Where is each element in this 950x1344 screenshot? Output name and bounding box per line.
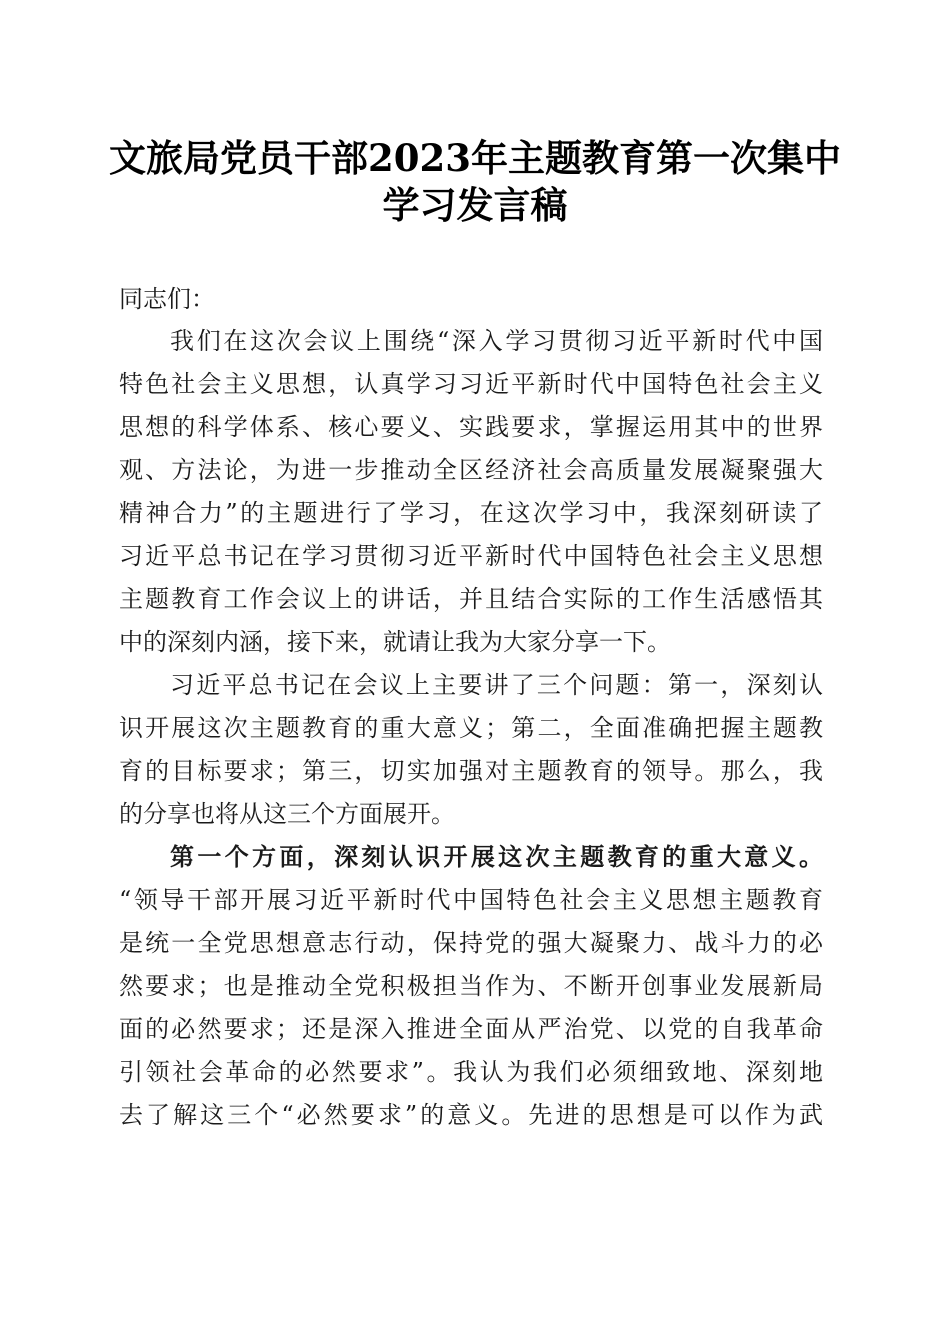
document-title-line-1: 文旅局党员干部2023年主题教育第一次集中 bbox=[109, 136, 841, 180]
paragraph-2-line-2: 识开展这次主题教育的重大意义；第二，全面准确把握主题教 bbox=[119, 714, 823, 742]
paragraph-2-line-4: 的分享也将从这三个方面展开。 bbox=[119, 800, 455, 828]
paragraph-1-line-3: 思想的科学体系、核心要义、实践要求，掌握运用其中的世界 bbox=[119, 413, 823, 441]
paragraph-3-line-5: 面的必然要求；还是深入推进全面从严治党、以党的自我革命 bbox=[119, 1015, 823, 1043]
paragraph-3-line-6: 引领社会革命的必然要求”。我认为我们必须细致地、深刻地 bbox=[119, 1058, 823, 1086]
paragraph-1-line-1: 我们在这次会议上围绕“深入学习贯彻习近平新时代中国 bbox=[170, 327, 823, 355]
paragraph-3-line-2: “领导干部开展习近平新时代中国特色社会主义思想主题教育 bbox=[119, 886, 823, 914]
paragraph-1-line-2: 特色社会主义思想，认真学习习近平新时代中国特色社会主义 bbox=[119, 370, 823, 398]
paragraph-1-line-6: 习近平总书记在学习贯彻习近平新时代中国特色社会主义思想 bbox=[119, 542, 823, 570]
paragraph-3-heading: 第一个方面，深刻认识开展这次主题教育的重大意义。 bbox=[170, 842, 823, 871]
paragraph-3-line-4: 然要求；也是推动全党积极担当作为、不断开创事业发展新局 bbox=[119, 972, 823, 1000]
paragraph-2-line-1: 习近平总书记在会议上主要讲了三个问题：第一，深刻认 bbox=[170, 671, 823, 699]
document-title-line-2: 学习发言稿 bbox=[382, 183, 568, 227]
salutation: 同志们： bbox=[119, 285, 215, 313]
paragraph-3-line-3: 是统一全党思想意志行动，保持党的强大凝聚力、战斗力的必 bbox=[119, 929, 823, 957]
paragraph-1-line-5: 精神合力”的主题进行了学习，在这次学习中，我深刻研读了 bbox=[119, 499, 823, 527]
paragraph-1-line-4: 观、方法论，为进一步推动全区经济社会高质量发展凝聚强大 bbox=[119, 456, 823, 484]
paragraph-2-line-3: 育的目标要求；第三，切实加强对主题教育的领导。那么，我 bbox=[119, 757, 823, 785]
paragraph-3-line-7: 去了解这三个“必然要求”的意义。先进的思想是可以作为武 bbox=[119, 1101, 823, 1129]
paragraph-1-line-8: 中的深刻内涵，接下来，就请让我为大家分享一下。 bbox=[119, 628, 671, 656]
paragraph-1-line-7: 主题教育工作会议上的讲话，并且结合实际的工作生活感悟其 bbox=[119, 585, 823, 613]
